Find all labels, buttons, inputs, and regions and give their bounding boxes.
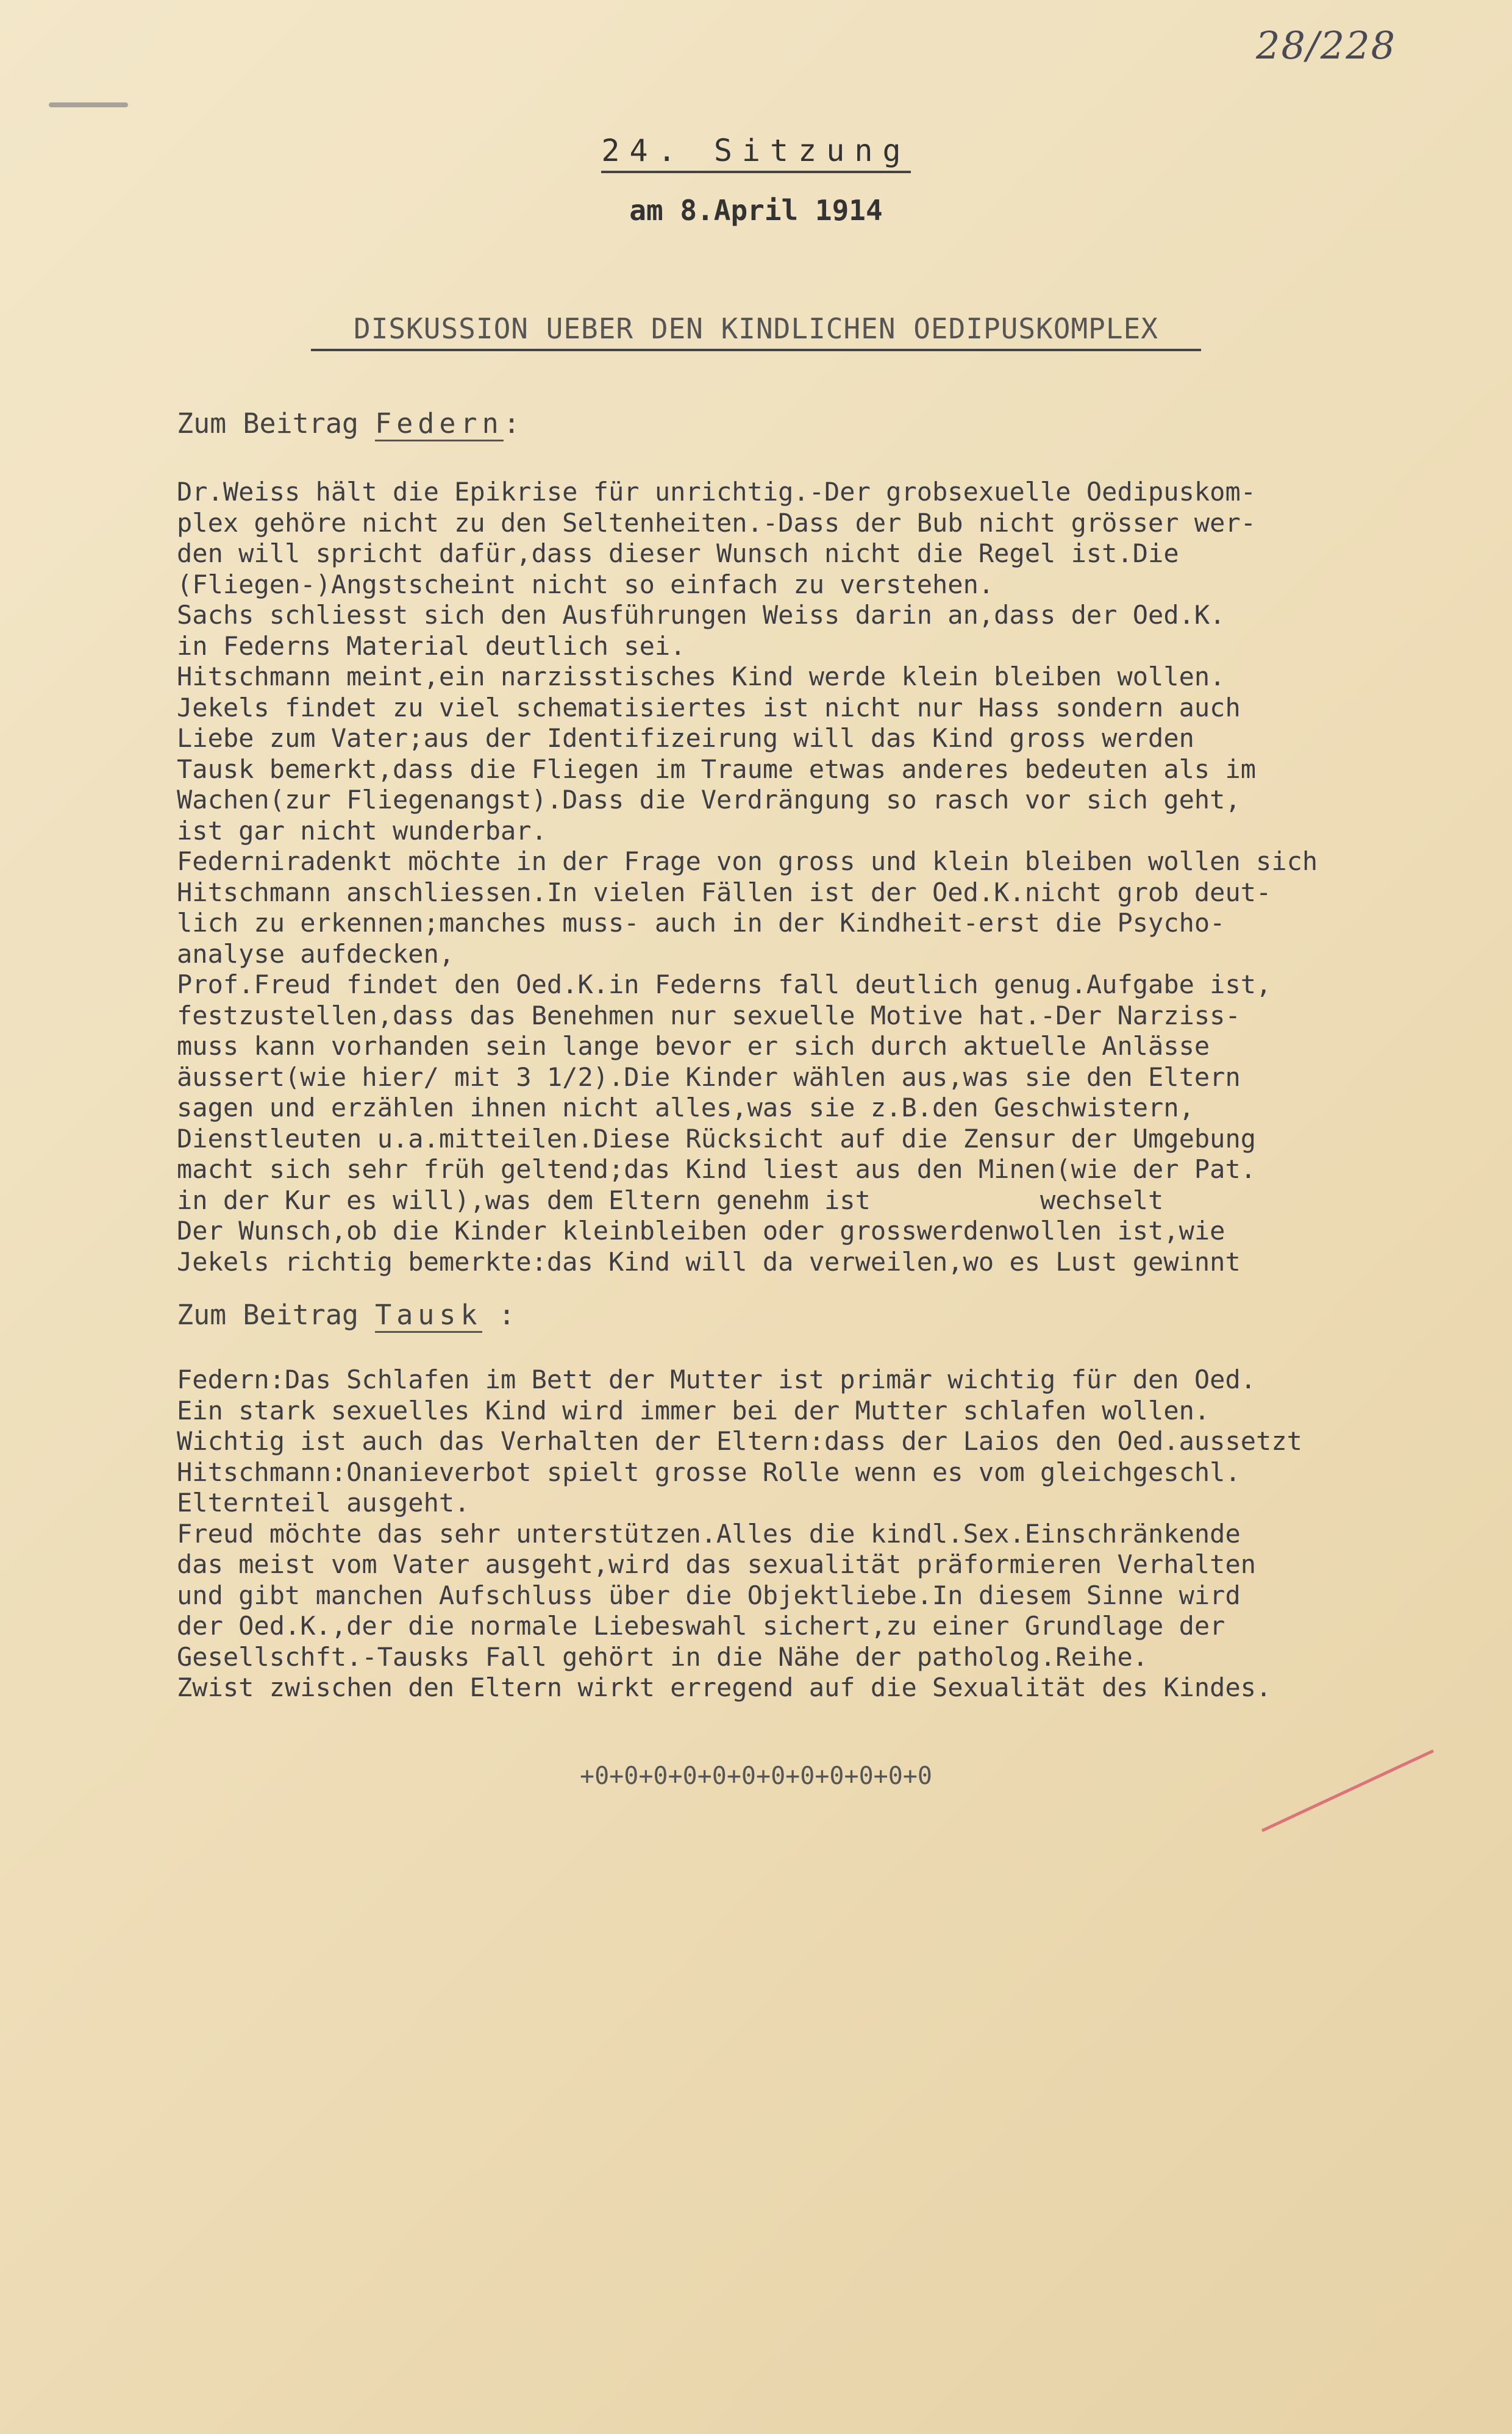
discussion-tausk-text: Federn:Das Schlafen im Bett der Mutter ist primär wichtig für den Oed. Ein stark sexuelles Kind wird immer bei der Mutter schlafen wollen. Wichtig ist auch das Verhalten der Eltern:dass der Laios den Oed.aussetzt Hitschmann:Onanieverbot spielt grosse Rolle wenn es vom gleichgeschl. Elternteil ausgeht. Freud möchte das sehr unterstützen.Alles die kindl.Sex.Einschränkende das meist vom Vater ausgeht,wird das sexualität präformieren Verhalten und gibt manchen Aufschluss über die Objektliebe.In diesem Sinne wird der Oed.K.,der die normale Liebeswahl sichert,zu einer Grundlage der Gesellschft.-Tausks Fall gehört in die Nähe der patholog.Reihe. Zwist zwischen den Eltern wirkt erregend auf die Sexualität des Kindes. <box>177 1365 1302 1702</box>
discussion-topic-text: DISKUSSION UEBER DEN KINDLICHEN OEDIPUSKOMPLEX <box>311 312 1201 351</box>
section-heading-prefix: Zum Beitrag <box>177 407 376 440</box>
closing-separator: +0+0+0+0+0+0+0+0+0+0+0+0 <box>580 1762 932 1790</box>
section-heading-name: Federn <box>375 407 504 441</box>
section-heading-name: Tausk <box>375 1299 482 1333</box>
section-heading-tausk <box>177 1299 515 1331</box>
discussion-federn-text: Dr.Weiss hält die Epikrise für unrichtig.-Der grobsexuelle Oedipuskom- plex gehöre nicht zu den Seltenheiten.-Dass der Bub nicht grösser wer- den will spricht dafür,dass dieser Wunsch nicht die Regel ist.Die (Fliegen-)Angstscheint nicht so einfach zu verstehen. Sachs schliesst sich den Ausführungen Weiss darin an,dass der Oed.K. in Federns Material deutlich sei. Hitschmann meint,ein narzisstisches Kind werde klein bleiben wollen. Jekels findet zu viel schematisiertes ist nicht nur Hass sondern auch Liebe zum Vater;aus der Identifizeirung will das Kind gross werden Tausk bemerkt,dass die Fliegen im Traume etwas anderes bedeuten als im Wachen(zur Fliegenangst).Dass die Verdrängung so rasch vor sich geht, ist gar nicht wunderbar. Federniradenkt möchte in der Frage von gross und klein bleiben wollen sich Hitschmann anschliessen.In vielen Fällen ist der Oed.K.nicht grob deut- lich zu erkennen;manches muss- auch in der Kindheit-erst die Psycho- analyse aufdecken, Prof.Freud findet den Oed.K.in Federns fall deutlich genug.Aufgabe ist, festzustellen,dass das Benehmen nur sexuelle Motive hat.-Der Narziss- muss kann vorhanden sein lange bevor er sich durch aktuelle Anlässe äussert(wie hier/ mit 3 1/2).Die Kinder wählen aus,was sie den Eltern sagen und erzählen ihnen nicht alles,was sie z.B.den Geschwistern, Dienstleuten u.a.mitteilen.Diese Rücksicht auf die Zensur der Umgebung macht sich sehr früh geltend;das Kind liest aus den Minen(wie der Pat. in der Kur es will),was dem Eltern genehm ist wechselt Der Wunsch,ob die Kinder kleinbleiben oder grosswerdenwollen ist,wie Jekels richtig bemerkte:das Kind will da verweilen,wo es Lust gewinnt <box>177 477 1318 1277</box>
section-heading-prefix: Zum Beitrag <box>177 1299 376 1331</box>
section-heading-federn <box>177 407 520 440</box>
ink-stroke-mark <box>49 102 128 107</box>
session-title <box>0 133 1512 168</box>
archive-number: 28/228 <box>1256 23 1397 68</box>
session-title-text: 24. Sitzung <box>601 133 910 173</box>
section-heading-suffix: : <box>503 407 520 440</box>
session-date: am 8.April 1914 <box>629 194 883 227</box>
discussion-topic <box>0 312 1512 345</box>
section-heading-suffix: : <box>482 1299 515 1331</box>
